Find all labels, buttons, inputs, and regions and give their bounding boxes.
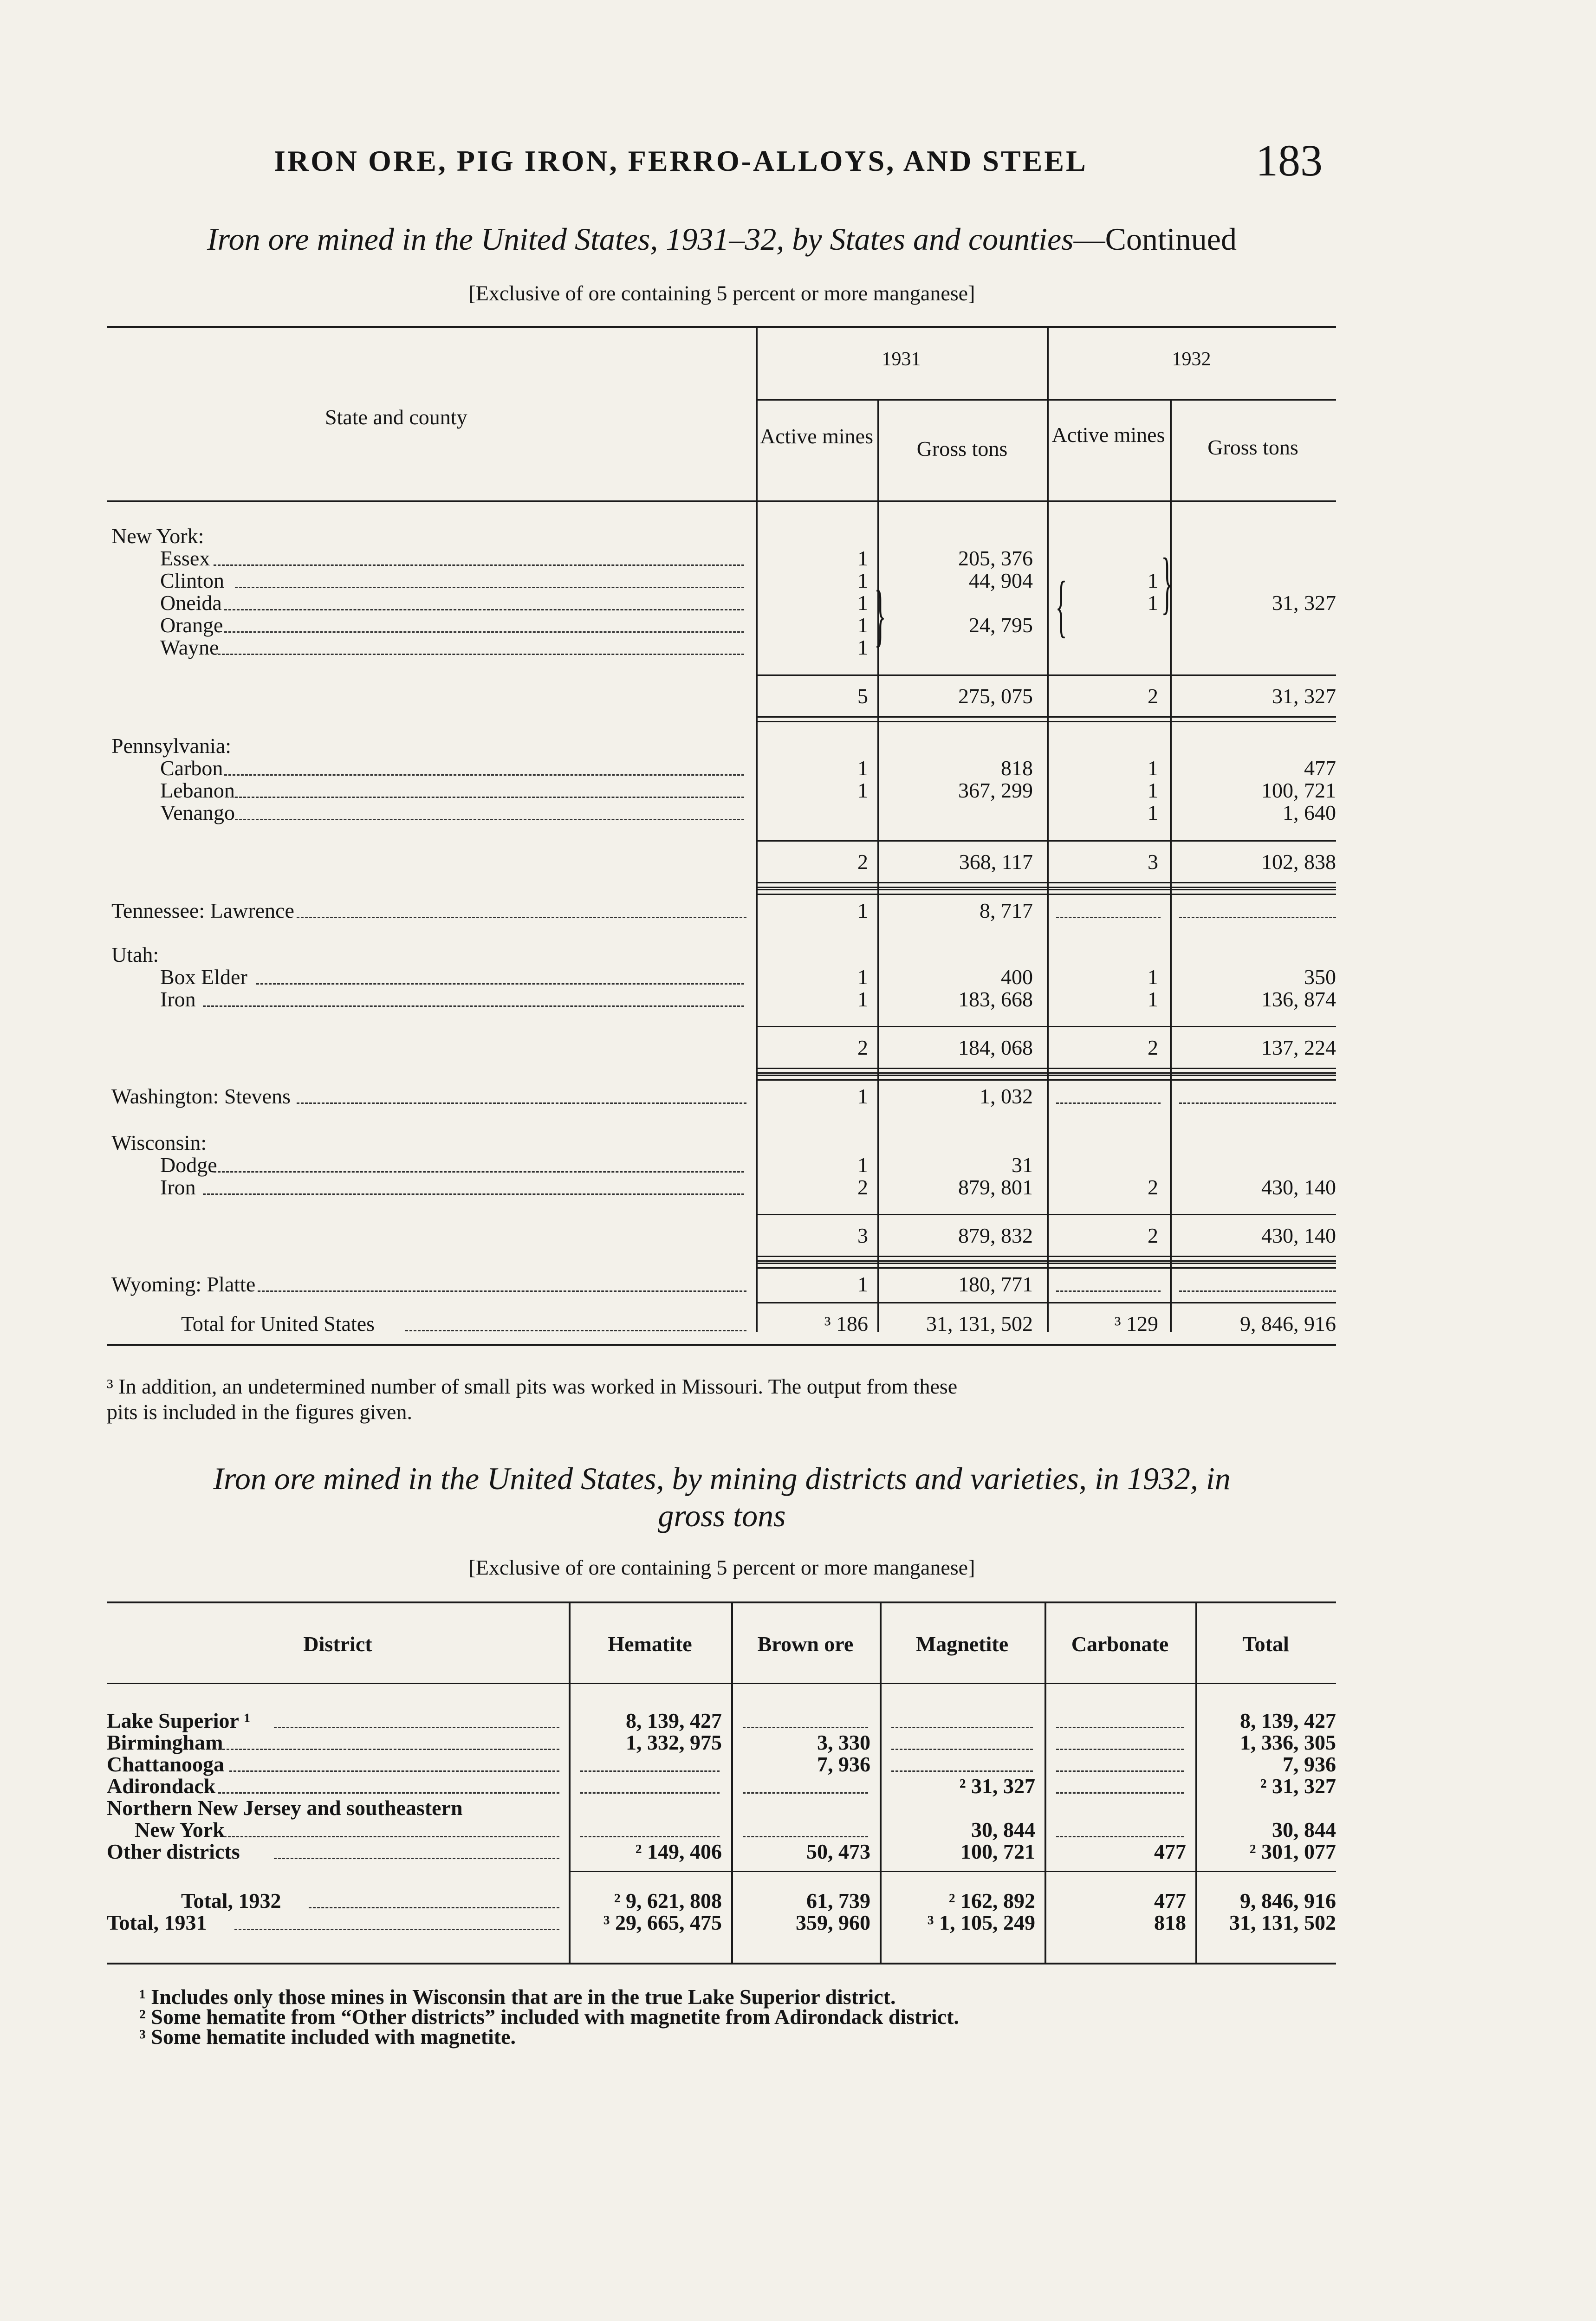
table2-row-4-hematite-blank	[580, 1836, 720, 1837]
table1-section-0-t1931-1: 44, 904	[969, 569, 1033, 592]
page-number: 183	[1256, 136, 1323, 185]
table2-total-0-magnetite: ² 162, 892	[948, 1889, 1035, 1913]
table2-row-5-district: Other districts	[107, 1840, 240, 1863]
table1-section-4-m1932-blank	[1056, 1102, 1161, 1104]
table1-section-1-total-m1932: 3	[1148, 850, 1158, 874]
table2-row-0-total: 8, 139, 427	[1240, 1709, 1336, 1732]
table1-section-6-m1932-blank	[1056, 1290, 1161, 1292]
table1-caption-tail: —Continued	[1073, 221, 1237, 257]
table1-section-6-m1931: 1	[857, 1272, 868, 1296]
table1-section-1-m1932-2: 1	[1148, 801, 1158, 824]
table2-row-0-hematite: 8, 139, 427	[626, 1709, 722, 1732]
table1-grand-m1931: ³ 186	[824, 1312, 868, 1336]
table2-row-0-brown-blank	[743, 1727, 868, 1728]
table2-total-0-label: Total, 1932	[181, 1889, 281, 1913]
table2-row-1-district: Birmingham	[107, 1731, 223, 1754]
table2-total-1-total: 31, 131, 502	[1229, 1911, 1336, 1934]
table2-total-rule	[569, 1871, 1336, 1872]
table1-section-1-m1931-0: 1	[857, 756, 868, 780]
table1-section-3-leader-0	[256, 983, 744, 985]
table1-section-2-rule-top2	[756, 894, 1336, 895]
table1-section-3-subtotal-rule-b1	[756, 1068, 1336, 1069]
table1-caption-italic: Iron ore mined in the United States, 1931–32, by States and counties	[207, 221, 1074, 257]
table1-section-1-subtotal-rule-b2	[756, 887, 1336, 888]
table2-row-5-leader	[274, 1858, 559, 1859]
table2-row-4-carbonate-blank	[1056, 1836, 1184, 1837]
table1-section-5-total-t1931: 879, 832	[958, 1224, 1033, 1247]
table1-grand-t1932: 9, 846, 916	[1240, 1312, 1336, 1336]
table1-grand-label: Total for United States	[181, 1312, 375, 1336]
table1-section-1-subtotal-rule-b1	[756, 882, 1336, 883]
table2-row-3-hematite-blank	[580, 1792, 720, 1794]
table1-section-0-leader-2	[224, 609, 744, 610]
table1-section-0-leader-4	[214, 654, 744, 655]
table2-row-1-magnetite-blank	[891, 1749, 1033, 1750]
table1-grand-m1932: ³ 129	[1114, 1312, 1158, 1336]
table1-section-3-m1932-0: 1	[1148, 965, 1158, 989]
table1-section-0-m1932-2: 1	[1148, 591, 1158, 615]
table1-section-1-m1932-0: 1	[1148, 756, 1158, 780]
table1-section-2-rule-top	[756, 889, 1336, 890]
table2-row-5-carbonate: 477	[1154, 1840, 1186, 1863]
table2-row-0-leader	[274, 1727, 559, 1728]
table2-total-1-label: Total, 1931	[107, 1911, 207, 1934]
table2-row-2-hematite-blank	[580, 1770, 720, 1772]
table2-total-1-magnetite: ³ 1, 105, 249	[927, 1911, 1035, 1934]
table1-footnote-cont: pits is included in the figures given.	[107, 1400, 412, 1424]
table1-section-3-t1931-1: 183, 668	[958, 987, 1033, 1011]
table2-row-3-leader	[218, 1792, 559, 1794]
table1-section-5-state: Wisconsin:	[111, 1131, 207, 1154]
table2-total-0-hematite: ² 9, 621, 808	[614, 1889, 722, 1913]
table1-section-0-t1932-2: 31, 327	[1272, 591, 1336, 615]
table1-section-0-m1931-2: 1	[857, 591, 868, 615]
table1-section-5-leader-0	[214, 1171, 744, 1173]
table1-section-0-total-m1931: 5	[857, 684, 868, 708]
table1-footnote: ³ In addition, an undetermined number of small pits was worked in Missouri. The output from these	[107, 1374, 958, 1398]
table1-grand-leader	[405, 1330, 746, 1331]
table1-col-label: State and county	[325, 405, 467, 429]
table1-section-4-t1931: 1, 032	[980, 1084, 1033, 1108]
table2-total-0-brown: 61, 739	[806, 1889, 870, 1913]
table2-row-1-hematite: 1, 332, 975	[626, 1731, 722, 1754]
table1-section-5-total-m1932: 2	[1148, 1224, 1158, 1247]
table2-row-2-total: 7, 936	[1283, 1752, 1336, 1776]
table1-year-1932: 1932	[1172, 349, 1211, 370]
table1-section-5-m1931-0: 1	[857, 1153, 868, 1177]
table1-section-1-county-0: Carbon	[160, 756, 223, 780]
table1-section-2-m1931: 1	[857, 899, 868, 922]
table2-header-2: Brown ore	[757, 1632, 854, 1656]
table1-section-0-county-4: Wayne	[160, 635, 219, 659]
table2-row-1-brown: 3, 330	[817, 1731, 870, 1754]
table1-section-5-leader-1	[203, 1193, 744, 1195]
table2-row-5-magnetite: 100, 721	[960, 1840, 1035, 1863]
table2-row-3-brown-blank	[743, 1792, 868, 1794]
table1-section-3-t1932-0: 350	[1304, 965, 1336, 989]
table1-section-6-leader	[258, 1290, 746, 1292]
table1-vline-2	[877, 399, 879, 1332]
table2-row-3-district: Adirondack	[107, 1774, 216, 1798]
table1-vline-4	[1170, 399, 1172, 1332]
table1-section-0-county-1: Clinton	[160, 569, 225, 592]
table1-section-5-county-1: Iron	[160, 1175, 196, 1199]
table1-section-0-subtotal-rule	[756, 674, 1336, 676]
table1-section-1-leader-2	[235, 819, 744, 820]
table1-section-0-county-2: Oneida	[160, 591, 222, 615]
table2-top-rule	[107, 1601, 1336, 1603]
running-header	[0, 135, 1596, 195]
table2-row-3-carbonate-blank	[1056, 1792, 1184, 1794]
table1-section-4-leader	[297, 1102, 746, 1104]
table1-section-0-county-0: Essex	[160, 546, 210, 570]
running-title: IRON ORE, PIG IRON, FERRO-ALLOYS, AND STEEL	[274, 144, 1088, 177]
table1-section-0-leader-1	[235, 587, 744, 588]
table1-section-3-t1931-0: 400	[1001, 965, 1033, 989]
table1-brace-ny-1932-right: }	[1161, 544, 1173, 621]
table2-row-4-total: 30, 844	[1272, 1818, 1336, 1841]
table1-section-0-m1931-0: 1	[857, 546, 868, 570]
table2-footnote-2: ² Some hematite from “Other districts” included with magnetite from Adirondack district.	[139, 2005, 959, 2029]
table2-row-2-brown: 7, 936	[817, 1752, 870, 1776]
table1-section-1-county-2: Venango	[160, 801, 235, 824]
table1-section-5-subtotal-rule	[756, 1214, 1336, 1215]
table1-section-4-state: Washington: Stevens	[111, 1084, 291, 1108]
table2-row-3-total: ² 31, 327	[1260, 1774, 1336, 1798]
table1-section-0-m1931-3: 1	[857, 613, 868, 637]
table1-section-5-subtotal-rule-b2	[756, 1260, 1336, 1262]
table1-section-3-leader-1	[203, 1005, 744, 1007]
table2-head-rule	[107, 1683, 1336, 1684]
table2-row-4-brown-blank	[743, 1836, 868, 1837]
table2-bottom-rule	[107, 1963, 1336, 1964]
table1-section-5-t1931-1: 879, 801	[958, 1175, 1033, 1199]
table1-section-0-t1931-3: 24, 795	[969, 613, 1033, 637]
table2-caption-cont: gross tons	[658, 1498, 786, 1533]
table1-section-3-m1932-1: 1	[1148, 987, 1158, 1011]
table1-section-3-county-1: Iron	[160, 987, 196, 1011]
table1-section-0-m1931-4: 1	[857, 635, 868, 659]
table1-section-1-subtotal-rule	[756, 840, 1336, 842]
table1-active-mines-1932: Active mines	[1051, 423, 1165, 447]
table1-section-3-county-0: Box Elder	[160, 965, 247, 989]
table2-row-4-magnetite: 30, 844	[971, 1818, 1035, 1841]
table1-section-0-leader-0	[214, 564, 744, 566]
table1-section-2-leader	[297, 917, 746, 918]
table1-section-0-state: New York:	[111, 524, 204, 548]
table1-section-3-total-t1932: 137, 224	[1261, 1036, 1336, 1059]
table1-section-4-m1931: 1	[857, 1084, 868, 1108]
table2-row-4-leader	[224, 1836, 559, 1837]
table2-header-5: Total	[1242, 1632, 1289, 1656]
table1-section-2-t1931: 8, 717	[980, 899, 1033, 922]
table1-gross-tons-1932: Gross tons	[1207, 435, 1298, 459]
table1-section-5-t1931-0: 31	[1012, 1153, 1033, 1177]
table2-subcaption: [Exclusive of ore containing 5 percent or more manganese]	[468, 1556, 975, 1579]
table1-section-2-state: Tennessee: Lawrence	[111, 899, 294, 922]
table2-row-0-magnetite-blank	[891, 1727, 1033, 1728]
table1-section-1-m1931-1: 1	[857, 778, 868, 802]
table2-total-0-carbonate: 477	[1154, 1889, 1186, 1913]
table1-section-1-county-1: Lebanon	[160, 778, 235, 802]
table2-row-5-hematite: ² 149, 406	[635, 1840, 722, 1863]
table2-row-0-carbonate-blank	[1056, 1727, 1184, 1728]
table2-header-1: Hematite	[608, 1632, 692, 1656]
table2-row-5-total: ² 301, 077	[1249, 1840, 1336, 1863]
table1-caption	[107, 218, 1337, 260]
table1-section-1-state: Pennsylvania:	[111, 734, 232, 758]
table1-section-5-county-0: Dodge	[160, 1153, 217, 1177]
table2-row-1-total: 1, 336, 305	[1240, 1731, 1336, 1754]
table1-section-0-leader-3	[224, 631, 744, 633]
table1-section-6-rule-top	[756, 1263, 1336, 1264]
table2-total-0-total: 9, 846, 916	[1240, 1889, 1336, 1913]
table1-section-0-total-t1931: 275, 075	[958, 684, 1033, 708]
table1-section-5-total-t1932: 430, 140	[1261, 1224, 1336, 1247]
table1-brace-ny-1931: }	[874, 577, 886, 654]
table1-gross-tons-1931: Gross tons	[916, 437, 1008, 460]
table1-section-1-leader-0	[224, 774, 744, 776]
table1-year-1931: 1931	[882, 349, 921, 370]
table1-section-1-t1931-1: 367, 299	[958, 778, 1033, 802]
table1-section-3-total-m1932: 2	[1148, 1036, 1158, 1059]
table1-section-3-subtotal-rule-b2	[756, 1072, 1336, 1074]
table2-total-1-leader	[234, 1929, 559, 1930]
table1-section-5-t1932-1: 430, 140	[1261, 1175, 1336, 1199]
table2-total-1-carbonate: 818	[1154, 1911, 1186, 1934]
table2-header-3: Magnetite	[915, 1632, 1009, 1656]
table1-active-mines-1931: Active mines	[760, 424, 873, 448]
table2-row-0-district: Lake Superior ¹	[107, 1709, 251, 1732]
table1-section-6-state: Wyoming: Platte	[111, 1272, 256, 1296]
table1-section-0-county-3: Orange	[160, 613, 223, 637]
table1-section-3-subtotal-rule	[756, 1026, 1336, 1027]
table1-section-1-t1932-1: 100, 721	[1261, 778, 1336, 802]
table2-header-0: District	[303, 1632, 372, 1656]
table1-section-1-t1932-0: 477	[1304, 756, 1336, 780]
table1-head-rule	[107, 500, 1336, 502]
table1-section-0-total-t1932: 31, 327	[1272, 684, 1336, 708]
table2-caption: Iron ore mined in the United States, by mining districts and varieties, in 1932, in	[213, 1461, 1231, 1496]
table2-row-5-brown: 50, 473	[806, 1840, 870, 1863]
table1-section-0-total-m1932: 2	[1148, 684, 1158, 708]
table1-subcaption: [Exclusive of ore containing 5 percent or more manganese]	[468, 281, 975, 305]
table1-section-1-leader-1	[235, 797, 744, 798]
table2-row-4-district: Northern New Jersey and southeastern	[107, 1796, 463, 1820]
table1-section-6-t1932-blank	[1179, 1290, 1336, 1292]
table1-section-3-state: Utah:	[111, 943, 159, 966]
table1-section-0-subtotal-rule-b1	[756, 716, 1336, 718]
table1-section-6-t1931: 180, 771	[958, 1272, 1033, 1296]
table1-grand-rule	[756, 1302, 1336, 1303]
table2-row-2-district: Chattanooga	[107, 1752, 225, 1776]
table1-section-5-total-m1931: 3	[857, 1224, 868, 1247]
table1-section-5-m1932-1: 2	[1148, 1175, 1158, 1199]
table2-row-1-leader	[218, 1749, 559, 1750]
table2-row-1-carbonate-blank	[1056, 1749, 1184, 1750]
table1-section-1-t1932-2: 1, 640	[1283, 801, 1336, 824]
table2-total-0-leader	[309, 1907, 559, 1908]
table1-section-1-m1932-1: 1	[1148, 778, 1158, 802]
table1-section-4-rule-top2	[756, 1079, 1336, 1081]
table2-row-4-district-cont: New York	[135, 1818, 225, 1841]
table1-section-3-total-m1931: 2	[857, 1036, 868, 1059]
table1-section-4-t1932-blank	[1179, 1102, 1336, 1104]
table1-brace-ny-1932-left: {	[1055, 567, 1067, 644]
table2-footnote-3: ³ Some hematite included with magnetite.	[139, 2025, 516, 2049]
table1-section-0-m1932-1: 1	[1148, 569, 1158, 592]
table1-section-4-rule-top	[756, 1075, 1336, 1076]
table2-footnote-1: ¹ Includes only those mines in Wisconsin that are in the true Lake Superior district.	[139, 1985, 896, 2009]
table1-section-1-t1931-0: 818	[1001, 756, 1033, 780]
table1-section-0-subtotal-rule-b2	[756, 721, 1336, 722]
table1-year-rule	[756, 399, 1336, 401]
table1-section-3-t1932-1: 136, 874	[1261, 987, 1336, 1011]
table1-section-2-m1932-blank	[1056, 917, 1161, 918]
table2-row-2-leader	[229, 1770, 559, 1772]
table1-section-0-t1931-0: 205, 376	[958, 546, 1033, 570]
table1-top-rule	[107, 326, 1336, 328]
table2-row-2-magnetite-blank	[891, 1770, 1033, 1772]
table1-section-0-m1931-1: 1	[857, 569, 868, 592]
table1-bottom-rule	[107, 1344, 1336, 1346]
table1-section-3-total-t1931: 184, 068	[958, 1036, 1033, 1059]
table2-row-3-magnetite: ² 31, 327	[959, 1774, 1035, 1798]
table1-section-1-total-t1931: 368, 117	[959, 850, 1033, 874]
table2-header-4: Carbonate	[1071, 1632, 1169, 1656]
table1-section-6-rule-top2	[756, 1267, 1336, 1269]
table1-section-1-total-m1931: 2	[857, 850, 868, 874]
table1-section-5-subtotal-rule-b1	[756, 1256, 1336, 1257]
table1-section-5-m1931-1: 2	[857, 1175, 868, 1199]
table1-grand-t1931: 31, 131, 502	[926, 1312, 1033, 1336]
table2-total-1-brown: 359, 960	[796, 1911, 870, 1934]
table1-section-3-m1931-0: 1	[857, 965, 868, 989]
table1-section-3-m1931-1: 1	[857, 987, 868, 1011]
table1-section-1-total-t1932: 102, 838	[1261, 850, 1336, 874]
table2-total-1-hematite: ³ 29, 665, 475	[603, 1911, 722, 1934]
table1-section-2-t1932-blank	[1179, 917, 1336, 918]
table2-row-2-carbonate-blank	[1056, 1770, 1184, 1772]
